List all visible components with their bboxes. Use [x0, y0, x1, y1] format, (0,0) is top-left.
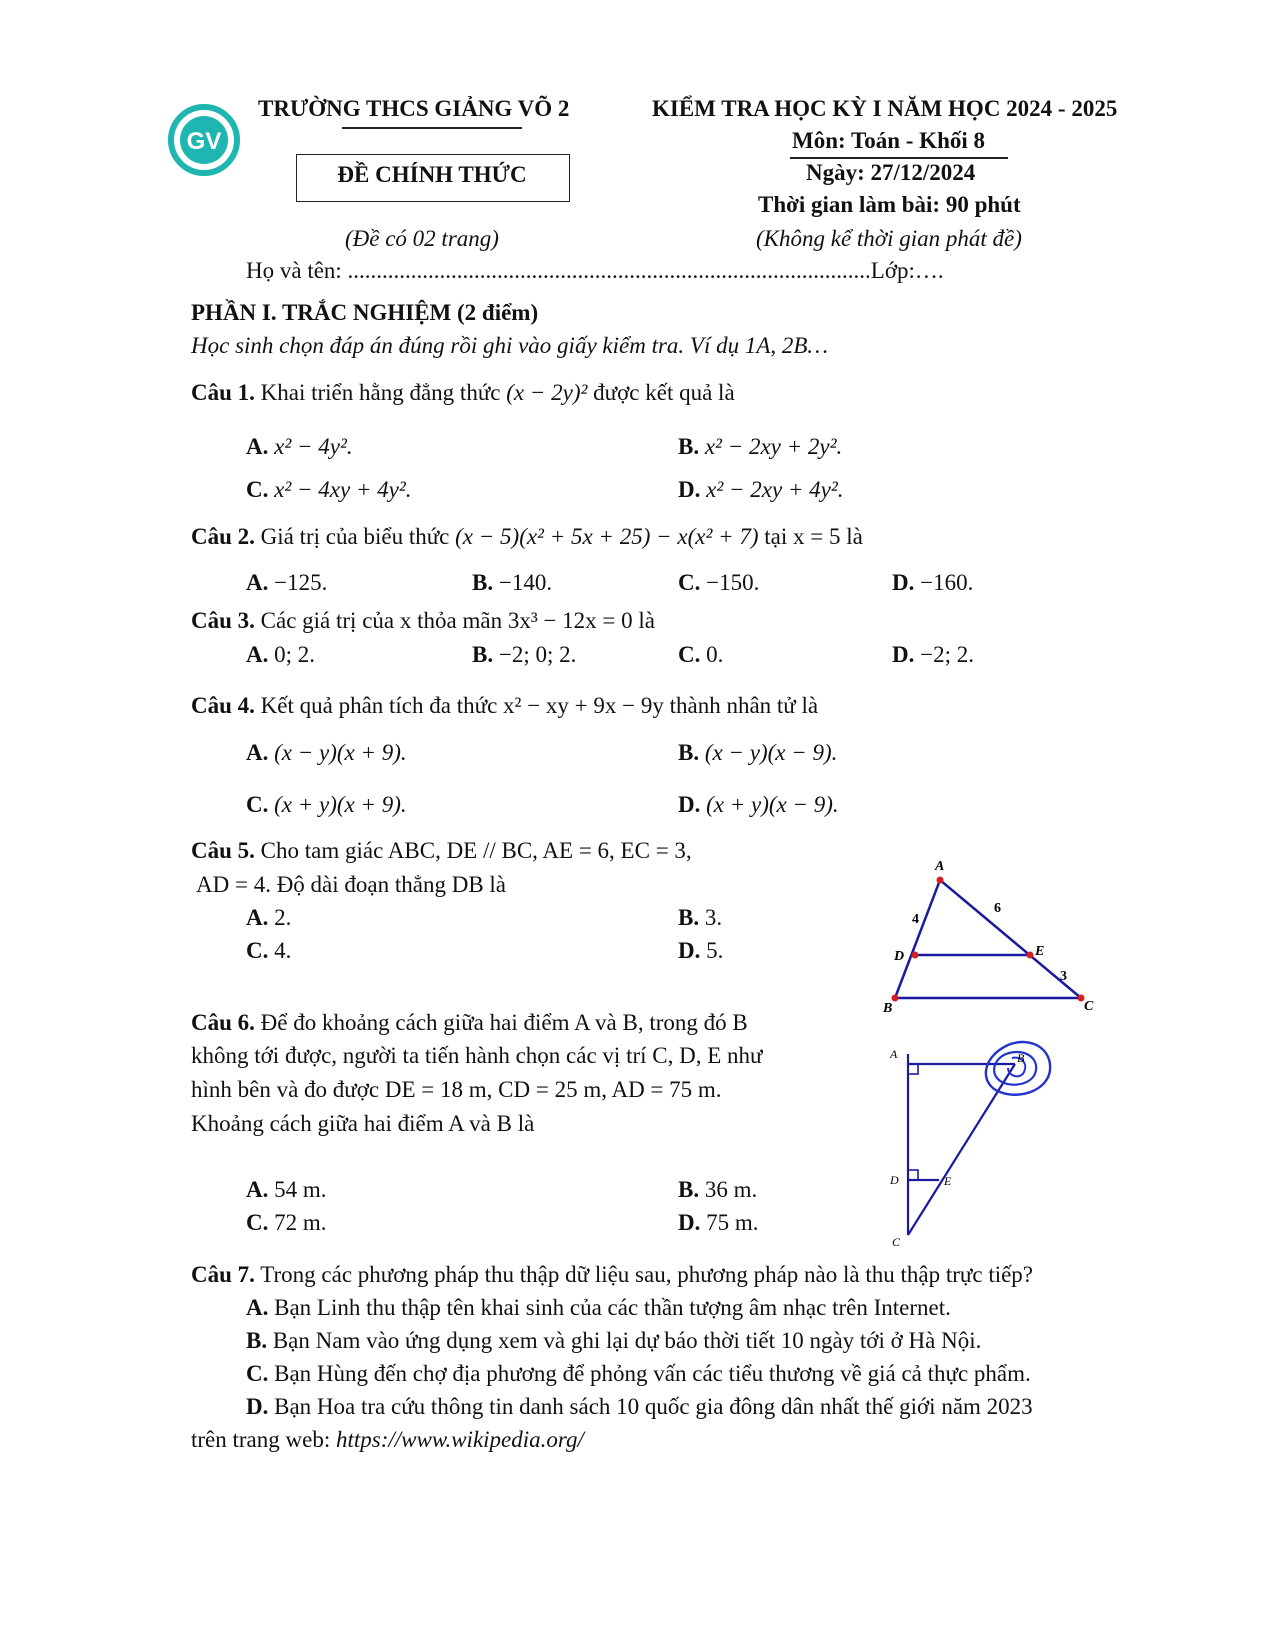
question-6-line-3: hình bên và đo được DE = 18 m, CD = 25 m, AD = 75 m.: [191, 1077, 722, 1102]
label-b: B: [1017, 1051, 1025, 1065]
side-ab: [895, 880, 940, 998]
q7-label: Câu 7.: [191, 1262, 255, 1287]
question-6-line-2: không tới được, người ta tiến hành chọn các vị trí C, D, E như: [191, 1043, 763, 1068]
school-name: TRƯỜNG THCS GIẢNG VÕ 2: [258, 96, 570, 121]
q4-option-d[interactable]: D. (x + y)(x − 9).: [678, 792, 839, 817]
q5-option-c[interactable]: C. 4.: [246, 938, 292, 963]
q1-expr: (x − 2y)²: [506, 380, 588, 405]
q6-text-1: Để đo khoảng cách giữa hai điểm A và B, trong đó B: [260, 1010, 748, 1035]
question-5-line-2: AD = 4. Độ dài đoạn thẳng DB là: [196, 872, 507, 897]
triangle-figure: [880, 850, 1100, 1020]
question-2: [191, 524, 863, 550]
q6-label: Câu 6.: [191, 1010, 255, 1035]
q4-label: Câu 4.: [191, 693, 255, 718]
q3-text: Các giá trị của x thỏa mãn 3x³ − 12x = 0 là: [260, 608, 656, 633]
q7-d-cont-text: trên trang web:: [191, 1427, 336, 1452]
label-e: E: [944, 1174, 952, 1188]
school-logo: [168, 104, 240, 176]
q3-label: Câu 3.: [191, 608, 255, 633]
q3-option-a[interactable]: A. 0; 2.: [246, 642, 316, 667]
q7-option-b[interactable]: B. Bạn Nam vào ứng dụng xem và ghi lại dự báo thời tiết 10 ngày tới ở Hà Nội.: [246, 1328, 982, 1353]
q3-option-b[interactable]: B. −2; 0; 2.: [472, 642, 577, 667]
point-e: [1027, 952, 1034, 959]
point-d: [912, 952, 919, 959]
question-7: [191, 1262, 1033, 1288]
point-a: [937, 877, 944, 884]
q3-option-c[interactable]: C. 0.: [678, 642, 724, 667]
label-a: A: [935, 859, 945, 874]
label-c: C: [892, 1235, 901, 1249]
label-c: C: [1084, 999, 1094, 1014]
official-label: ĐỀ CHÍNH THỨC: [337, 162, 527, 187]
q2-label: Câu 2.: [191, 524, 255, 549]
q6-option-a[interactable]: A. 54 m.: [246, 1177, 327, 1202]
question-1: [191, 380, 735, 406]
question-3: [191, 608, 655, 634]
q2-option-a[interactable]: A. −125.: [246, 570, 328, 595]
label-d: D: [890, 1173, 899, 1187]
q2-option-d[interactable]: D. −160.: [892, 570, 974, 595]
question-4: [191, 693, 818, 719]
q1-tail: được kết quả là: [593, 380, 735, 405]
q6-option-c[interactable]: C. 72 m.: [246, 1210, 327, 1235]
q2-text: Giá trị của biểu thức: [260, 524, 450, 549]
q7-option-d[interactable]: D. Bạn Hoa tra cứu thông tin danh sách 10 quốc gia đông dân nhất thế giới năm 2023: [246, 1394, 1033, 1419]
q3-option-d[interactable]: D. −2; 2.: [892, 642, 974, 667]
q5-option-d[interactable]: D. 5.: [678, 938, 724, 963]
q7-d-url: https://www.wikipedia.org/: [335, 1427, 584, 1452]
subject-underline: [790, 157, 1008, 159]
q1-option-b[interactable]: B. x² − 2xy + 2y².: [678, 434, 843, 459]
q2-tail: tại x = 5 là: [764, 524, 863, 549]
logo-text: GV: [186, 128, 222, 155]
q7-option-a[interactable]: A. Bạn Linh thu thập tên khai sinh của các thần tượng âm nhạc trên Internet.: [246, 1295, 951, 1320]
q4-option-b[interactable]: B. (x − y)(x − 9).: [678, 740, 838, 765]
duration: Thời gian làm bài: 90 phút: [758, 192, 1021, 217]
q1-option-d[interactable]: D. x² − 2xy + 4y².: [678, 477, 844, 502]
q1-option-c[interactable]: C. x² − 4xy + 4y².: [246, 477, 412, 502]
q6-option-b[interactable]: B. 36 m.: [678, 1177, 758, 1202]
subject: Môn: Toán - Khối 8: [792, 128, 985, 153]
part1-instruction: Học sinh chọn đáp án đúng rồi ghi vào giấy kiểm tra. Ví dụ 1A, 2B…: [191, 333, 828, 358]
q1-option-a[interactable]: A. x² − 4y².: [246, 434, 353, 459]
q2-option-b[interactable]: B. −140.: [472, 570, 553, 595]
name-line: Họ và tên: ...........................................................................................Lớp:….: [246, 258, 944, 283]
label-ad: 4: [912, 912, 919, 927]
label-ec: 3: [1060, 969, 1067, 984]
q2-expr: (x − 5)(x² + 5x + 25) − x(x² + 7): [455, 524, 759, 549]
page-count: (Đề có 02 trang): [345, 226, 499, 251]
part1-title: PHẦN I. TRẮC NGHIỆM (2 điểm): [191, 300, 539, 325]
label-d: D: [894, 949, 905, 964]
q4-option-c[interactable]: C. (x + y)(x + 9).: [246, 792, 407, 817]
exam-date: Ngày: 27/12/2024: [806, 160, 976, 185]
label-ae: 6: [994, 901, 1001, 916]
obstacle-outer-scribble: [986, 1042, 1050, 1095]
right-angle-d: [908, 1170, 918, 1180]
q1-text: Khai triển hằng đẳng thức: [260, 380, 501, 405]
q5-option-a[interactable]: A. 2.: [246, 905, 292, 930]
q4-option-a[interactable]: A. (x − y)(x + 9).: [246, 740, 407, 765]
q7-option-c[interactable]: C. Bạn Hùng đến chợ địa phương để phỏng vấn các tiểu thương về giá cả thực phẩm.: [246, 1361, 1031, 1386]
label-a: A: [890, 1047, 898, 1061]
q4-text: Kết quả phân tích đa thức x² − xy + 9x − 9y thành nhân tử là: [260, 693, 819, 718]
q6-option-d[interactable]: D. 75 m.: [678, 1210, 759, 1235]
question-6-line-4: Khoảng cách giữa hai điểm A và B là: [191, 1111, 535, 1136]
q5-text-1: Cho tam giác ABC, DE // BC, AE = 6, EC = 3,: [260, 838, 692, 863]
line-cb: [908, 1064, 1015, 1235]
q7-option-d-continuation: [191, 1427, 584, 1453]
q2-option-c[interactable]: C. −150.: [678, 570, 760, 595]
q5-label: Câu 5.: [191, 838, 255, 863]
question-6-line-1: [191, 1010, 748, 1036]
right-angle-a: [908, 1064, 918, 1074]
label-e: E: [1035, 944, 1045, 959]
question-5-line-1: [191, 838, 692, 864]
distance-figure: [880, 1030, 1070, 1250]
exam-title: KIỂM TRA HỌC KỲ I NĂM HỌC 2024 - 2025: [652, 96, 1118, 121]
q1-label: Câu 1.: [191, 380, 255, 405]
label-b: B: [883, 1001, 893, 1016]
school-underline: [342, 127, 522, 129]
duration-note: (Không kể thời gian phát đề): [756, 226, 1022, 251]
q5-option-b[interactable]: B. 3.: [678, 905, 723, 930]
point-b: [892, 995, 899, 1002]
q7-text: Trong các phương pháp thu thập dữ liệu sau, phương pháp nào là thu thập trực tiếp?: [260, 1262, 1034, 1287]
